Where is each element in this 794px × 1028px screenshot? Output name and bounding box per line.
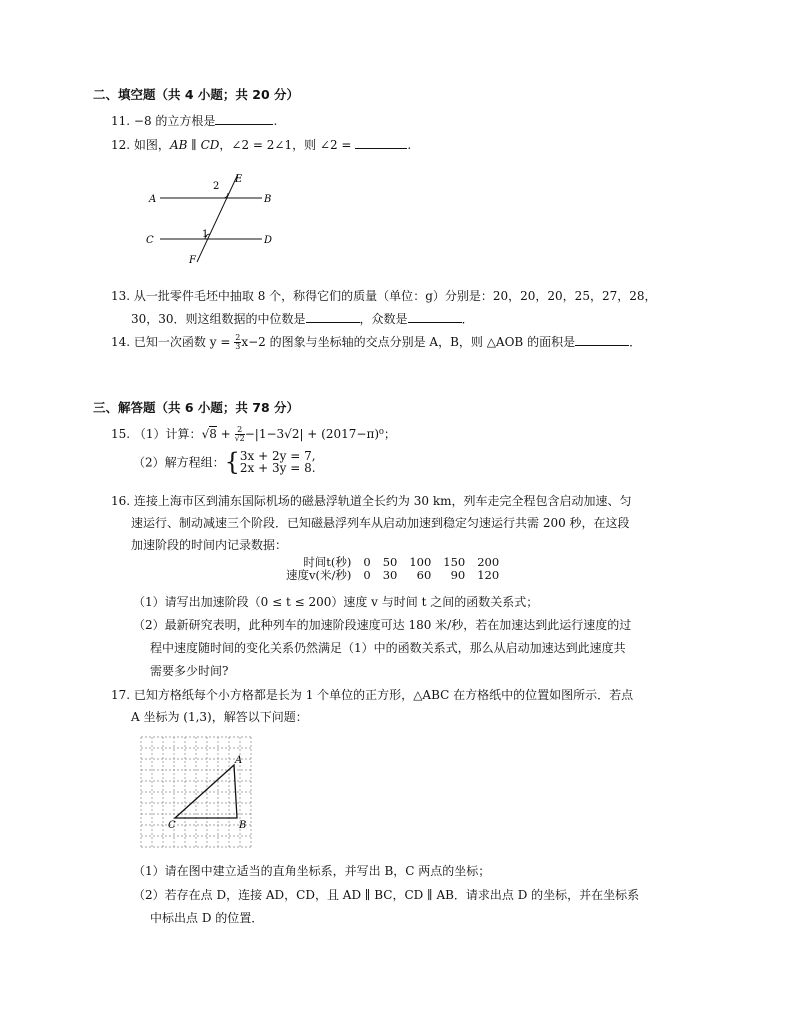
frac-numerator: 2 xyxy=(235,333,241,342)
row-header-speed: 速度v(米/秒) xyxy=(286,568,352,582)
question-text-end: ． xyxy=(629,335,642,349)
label-c: C xyxy=(146,235,154,246)
table-cell: 0 xyxy=(363,555,371,569)
label-a: A xyxy=(149,194,157,205)
answer-blank[interactable] xyxy=(355,137,407,149)
table-cell: 200 xyxy=(477,555,500,569)
question-text-line1: 从一批零件毛坯中抽取 8 个，称得它们的质量（单位：g）分别是：20，20，20，25，27，28， xyxy=(133,289,657,303)
question-15: 15. （1）计算：√8 + $\frac{2}{√2}$ −|1−3√2| + (2017−π)⁰； xyxy=(111,425,396,443)
question-number: 13. xyxy=(111,289,131,303)
question-text-line1: 已知方格纸每个小方格都是长为 1 个单位的正方形，△ABC 在方格纸中的位置如图所示．若点 xyxy=(133,688,634,702)
question-text: 已知一次函数 y = xyxy=(133,335,231,349)
equation-2: 2x + 3y = 8. xyxy=(239,461,316,475)
question-number: 12. xyxy=(111,138,131,152)
question-14 xyxy=(111,333,641,351)
part-1: （1）请在图中建立适当的直角坐标系，并写出 B，C 两点的坐标； xyxy=(133,864,491,878)
table-cell: 120 xyxy=(477,568,500,582)
question-number: 14. xyxy=(111,335,131,349)
equation-1: 3x + 2y = 7, xyxy=(239,449,316,463)
table-cell: 100 xyxy=(409,555,432,569)
median-blank[interactable] xyxy=(306,311,360,323)
label-angle-1: 1 xyxy=(202,229,209,240)
question-11 xyxy=(111,112,277,129)
question-number: 11. xyxy=(111,114,131,128)
question-text-end: ． xyxy=(461,312,474,326)
label-c: C xyxy=(168,820,176,831)
question-16 xyxy=(111,492,631,509)
question-15-part2 xyxy=(133,450,316,474)
question-number: 16. xyxy=(111,494,131,508)
question-text-end: . xyxy=(407,138,412,152)
part-2-label: （2）解方程组： xyxy=(133,455,225,470)
label-b: B xyxy=(264,194,272,205)
table-cell: 60 xyxy=(416,568,432,582)
grid-triangle-figure xyxy=(140,736,252,848)
left-brace: { xyxy=(224,448,240,476)
plus: + xyxy=(216,427,231,441)
part-2-line2: 程中速度随时间的变化关系仍然满足（1）中的函数关系式，那么从启动加速达到此速度共 xyxy=(150,641,626,655)
part-2-line1: （2）若存在点 D，连接 AD，CD，且 AD ∥ BC，CD ∥ AB．请求出点 D 的坐标，并在坐标系 xyxy=(133,888,640,902)
label-angle-2: 2 xyxy=(213,181,220,192)
answer-blank[interactable] xyxy=(575,334,629,346)
question-text-line3: 加速阶段的时间内记录数据： xyxy=(131,538,288,552)
question-12 xyxy=(111,136,411,153)
question-text: 如图， xyxy=(133,138,170,152)
triangle-abc xyxy=(175,765,237,818)
fraction-2-over-sqrt2 xyxy=(235,426,245,443)
angle-relation: ，∠2 = 2∠1，则 ∠2 = xyxy=(219,138,352,152)
question-13-line2 xyxy=(131,310,474,327)
section-title-fill: 二、填空题（共 4 小题；共 20 分） xyxy=(93,87,300,102)
label-d: D xyxy=(264,235,273,246)
parallel-lines-figure xyxy=(140,170,280,266)
equation-system xyxy=(240,450,316,474)
label-f: F xyxy=(189,255,196,266)
question-text-end: . xyxy=(273,114,278,128)
grid-lines xyxy=(141,737,251,847)
question-number: 15. xyxy=(111,427,131,441)
question-17 xyxy=(111,686,633,703)
frac-denominator: √2 xyxy=(234,434,245,443)
answer-blank[interactable] xyxy=(215,113,273,125)
question-text-line1: 连接上海市区到浦东国际机场的磁悬浮轨道全长约为 30 km，列车走完全程包含启动加速、匀 xyxy=(133,494,632,508)
part-1-label: （1）计算： xyxy=(133,427,202,441)
part-2-line3: 需要多少时间? xyxy=(150,664,229,678)
speed-time-table xyxy=(280,556,505,582)
table-cell: 50 xyxy=(382,555,398,569)
table-cell: 30 xyxy=(382,568,398,582)
question-text-line2: A 坐标为 (1,3)，解答以下问题： xyxy=(131,710,308,724)
question-number: 17. xyxy=(111,688,131,702)
row-header-time: 时间t(秒) xyxy=(303,555,352,569)
frac-numerator: 2 xyxy=(235,426,245,435)
part-2-line2: 中标出点 D 的位置． xyxy=(150,911,264,925)
question-text-line2: 速运行、制动减速三个阶段．已知磁悬浮列车从启动加速到稳定匀速运行共需 200 秒，在这段 xyxy=(131,516,630,530)
question-text: −8 的立方根是 xyxy=(133,114,216,128)
label-b: B xyxy=(239,820,247,831)
expression-rest: −|1−3√2| + (2017−π)⁰； xyxy=(244,427,396,441)
section-title-solve: 三、解答题（共 6 小题；共 78 分） xyxy=(93,400,300,415)
question-text: ，众数是 xyxy=(359,312,408,326)
question-13 xyxy=(111,287,657,304)
table-cell: 90 xyxy=(450,568,466,582)
part-2-line1: （2）最新研究表明，此种列车的加速阶段速度可达 180 米/秒，若在加速达到此运行速度的过 xyxy=(133,618,632,632)
label-a: A xyxy=(235,755,243,766)
frac-denominator: 3 xyxy=(235,342,241,351)
table-cell: 150 xyxy=(443,555,466,569)
question-text: 30，30．则这组数据的中位数是 xyxy=(131,312,306,326)
mode-blank[interactable] xyxy=(408,311,462,323)
table-cell: 0 xyxy=(363,568,371,582)
parallel-statement: AB ∥ CD xyxy=(169,138,220,152)
question-text: x−2 的图象与坐标轴的交点分别是 A，B，则 △AOB 的面积是 xyxy=(241,335,576,349)
table-row xyxy=(280,569,505,582)
label-e: E xyxy=(235,174,243,185)
sqrt-8: 8 xyxy=(209,427,217,441)
part-1: （1）请写出加速阶段（0 ≤ t ≤ 200）速度 v 与时间 t 之间的函数关系式； xyxy=(133,595,539,609)
